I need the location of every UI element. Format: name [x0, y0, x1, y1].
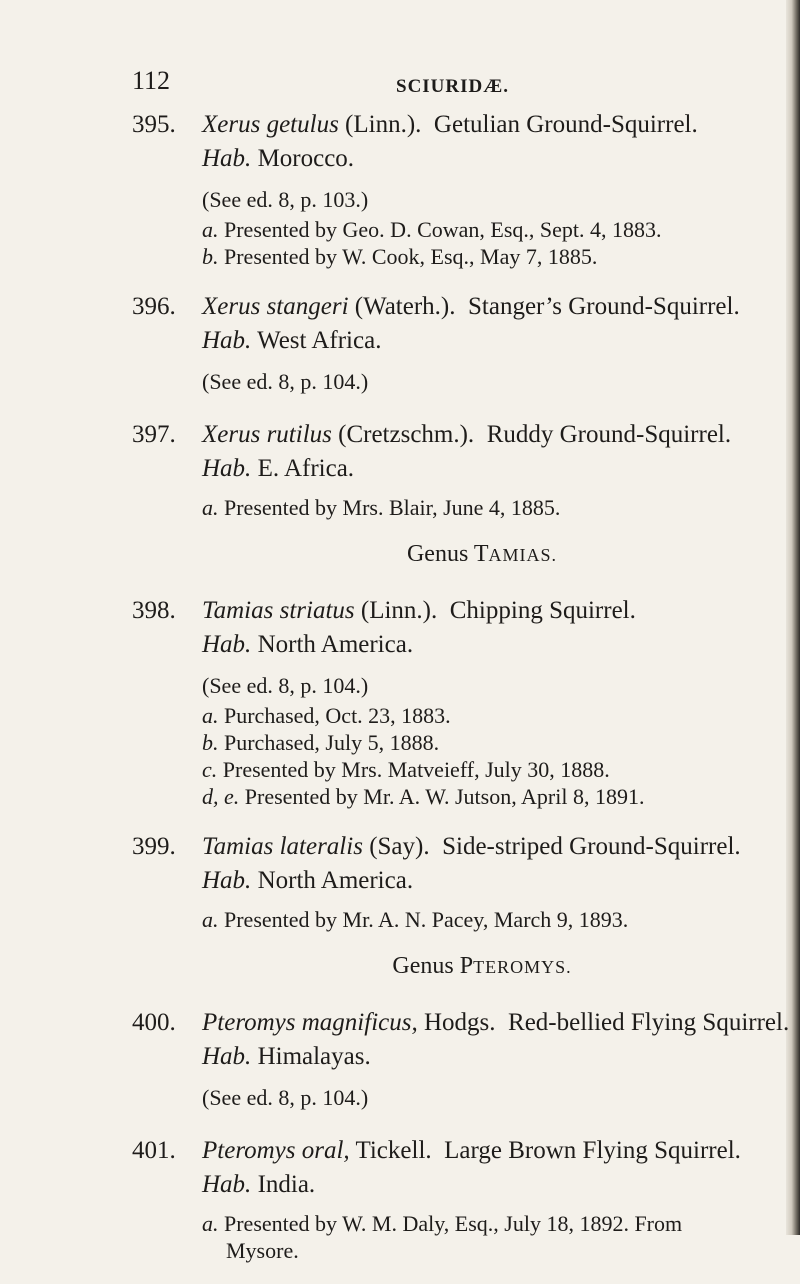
- specimen-letter: a.: [202, 907, 219, 932]
- specimen-letter: a.: [202, 217, 219, 242]
- hab-label: Hab.: [202, 455, 252, 482]
- specimen-text: Purchased, Oct. 23, 1883.: [218, 703, 451, 728]
- common-name: Large Brown Flying Squirrel.: [444, 1137, 741, 1164]
- common-name: Getulian Ground-Squirrel.: [433, 111, 698, 138]
- habitat: North America.: [251, 631, 414, 658]
- specimen-text: Presented by Mrs. Matveieff, July 30, 1888.: [217, 757, 610, 782]
- specimen-letter: a.: [202, 703, 219, 728]
- page-edge-shadow: [786, 0, 800, 1235]
- habitat-line: [202, 142, 772, 176]
- specimen-line: [202, 783, 772, 810]
- entry-number: 399.: [132, 833, 176, 860]
- entry-title: [132, 594, 772, 628]
- hab-label: Hab.: [202, 867, 252, 894]
- entry-number: 400.: [132, 1009, 176, 1036]
- habitat: India.: [251, 1171, 316, 1198]
- entry-400: [132, 1006, 790, 1114]
- habitat: E. Africa.: [251, 455, 355, 482]
- habitat: West Africa.: [251, 327, 382, 354]
- hab-label: Hab.: [202, 1043, 252, 1070]
- authority: (Waterh.).: [348, 293, 456, 320]
- entry-number: 397.: [132, 421, 176, 448]
- entry-title: [132, 108, 772, 142]
- habitat-line: [202, 864, 772, 898]
- common-name: Stanger’s Ground-Squirrel.: [468, 293, 740, 320]
- habitat-line: [202, 1040, 772, 1074]
- scientific-name: Tamias lateralis: [202, 833, 363, 860]
- entry-number: 396.: [132, 293, 176, 320]
- entry-title: [132, 418, 772, 452]
- specimen-text: Presented by W. Cook, Esq., May 7, 1885.: [218, 244, 598, 269]
- genus-word: Genus: [392, 953, 460, 979]
- scientific-name: Pteromys oral,: [202, 1137, 350, 1164]
- habitat: Morocco.: [251, 145, 355, 172]
- specimen-line: [202, 216, 772, 243]
- habitat-line: [202, 628, 772, 662]
- entry-401: [132, 1134, 772, 1264]
- specimen-text: Presented by Mr. A. N. Pacey, March 9, 1893.: [218, 907, 629, 932]
- specimen-line: [202, 906, 772, 933]
- habitat: North America.: [251, 867, 414, 894]
- specimen-line: [202, 494, 772, 521]
- edition-reference: (See ed. 8, p. 104.): [202, 369, 369, 394]
- common-name: Chipping Squirrel.: [449, 597, 636, 624]
- specimen-letter: a.: [202, 495, 219, 520]
- common-name: Ruddy Ground-Squirrel.: [486, 421, 732, 448]
- common-name: Side-striped Ground-Squirrel.: [442, 833, 741, 860]
- habitat-line: [202, 452, 772, 486]
- specimen-letter: a.: [202, 1211, 219, 1236]
- entry-number: 398.: [132, 597, 176, 624]
- genus-heading-tamias: [132, 541, 772, 568]
- genus-heading-pteromys: [132, 953, 772, 980]
- genus-word: Genus: [406, 541, 474, 567]
- specimen-letter: d, e.: [202, 784, 240, 809]
- authority: Hodgs.: [417, 1009, 496, 1036]
- specimen-line: [202, 243, 772, 270]
- specimen-letter: b.: [202, 730, 219, 755]
- authority: (Linn.).: [354, 597, 438, 624]
- specimen-line: [202, 1210, 772, 1237]
- authority: Tickell.: [349, 1137, 432, 1164]
- specimen-continuation: Mysore.: [226, 1238, 299, 1263]
- scientific-name: Xerus rutilus: [202, 421, 332, 448]
- authority: (Linn.).: [338, 111, 422, 138]
- habitat: Himalayas.: [251, 1043, 371, 1070]
- hab-label: Hab.: [202, 145, 252, 172]
- edition-reference: (See ed. 8, p. 104.): [202, 1085, 369, 1110]
- common-name: Red-bellied Flying Squirrel.: [508, 1009, 790, 1036]
- specimen-text: Presented by Geo. D. Cowan, Esq., Sept. 4, 1883.: [218, 217, 662, 242]
- habitat-line: [202, 1168, 772, 1202]
- edition-reference: (See ed. 8, p. 104.): [202, 673, 369, 698]
- hab-label: Hab.: [202, 327, 252, 354]
- entry-title: [132, 1006, 790, 1040]
- scientific-name: Xerus stangeri: [202, 293, 349, 320]
- scientific-name: Pteromys magnificus,: [202, 1009, 418, 1036]
- entry-396: [132, 290, 772, 398]
- page-header: [132, 66, 732, 106]
- specimen-text: Presented by Mrs. Blair, June 4, 1885.: [218, 495, 561, 520]
- habitat-line: [202, 324, 772, 358]
- page-number: 112: [132, 66, 171, 95]
- edition-reference: (See ed. 8, p. 103.): [202, 187, 369, 212]
- entry-title: [132, 1134, 772, 1168]
- page-content: [132, 108, 790, 1284]
- specimen-letter: b.: [202, 244, 219, 269]
- genus-initial: T: [473, 541, 489, 567]
- specimen-text: Presented by Mr. A. W. Jutson, April 8, 1891.: [239, 784, 645, 809]
- running-head: SCIURIDÆ.: [396, 76, 509, 97]
- specimen-text: Presented by W. M. Daly, Esq., July 18, 1892. From: [218, 1211, 683, 1236]
- entry-number: 401.: [132, 1137, 176, 1164]
- specimen-text: Purchased, July 5, 1888.: [218, 730, 440, 755]
- entry-397: [132, 418, 772, 521]
- authority: (Cretzschm.).: [331, 421, 475, 448]
- entry-399: [132, 830, 772, 933]
- entry-395: [132, 108, 772, 270]
- specimen-letter: c.: [202, 757, 218, 782]
- specimen-line: [202, 702, 772, 729]
- authority: (Say).: [362, 833, 430, 860]
- hab-label: Hab.: [202, 1171, 252, 1198]
- entry-number: 395.: [132, 111, 176, 138]
- genus-rest: AMIAS.: [488, 545, 558, 565]
- entry-title: [132, 290, 772, 324]
- hab-label: Hab.: [202, 631, 252, 658]
- entry-title: [132, 830, 772, 864]
- entry-398: [132, 594, 772, 810]
- specimen-line: [202, 756, 772, 783]
- genus-rest: TEROMYS.: [473, 957, 572, 977]
- scientific-name: Tamias striatus: [202, 597, 355, 624]
- specimen-line: [202, 729, 772, 756]
- scientific-name: Xerus getulus: [202, 111, 339, 138]
- genus-initial: P: [459, 953, 474, 979]
